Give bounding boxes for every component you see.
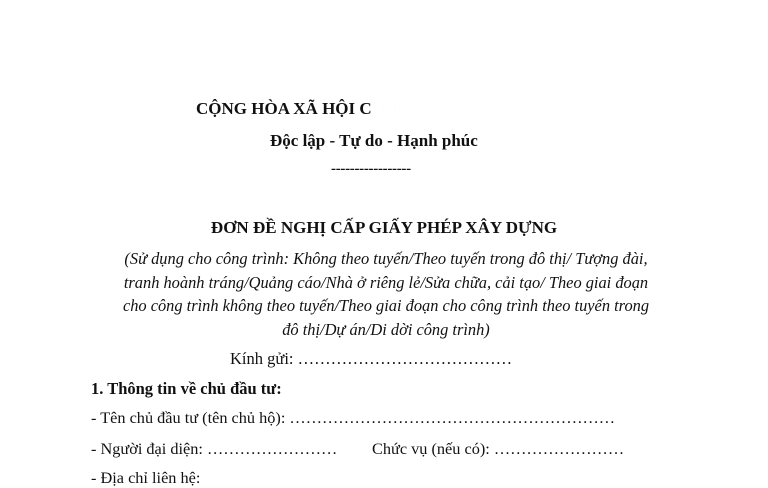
- national-motto: Độc lập - Tự do - Hạnh phúc: [270, 131, 478, 150]
- section-heading-owner-info: 1. Thông tin về chủ đầu tư:: [91, 379, 282, 398]
- blurred-region: [378, 94, 438, 122]
- note-line: đô thị/Dự án/Di dời công trình): [282, 320, 490, 340]
- note-line: cho công trình không theo tuyến/Theo giai đoạn cho công trình theo tuyến trong: [122, 296, 650, 316]
- address-field: - Địa chỉ liên hệ:: [91, 468, 201, 487]
- form-title: ĐƠN ĐỀ NGHỊ CẤP GIẤY PHÉP XÂY DỰNG: [210, 218, 558, 237]
- recipient-line: Kính gửi: …………………………………: [230, 349, 513, 368]
- note-line: (Sử dụng cho công trình: Không theo tuyến/Theo tuyến trong đô thị/ Tượng đài,: [124, 249, 648, 268]
- owner-name-field: - Tên chủ đầu tư (tên chủ hộ): ……………………………………………………: [91, 408, 616, 427]
- position-field: Chức vụ (nếu có): ……………………: [372, 439, 625, 458]
- header-divider: -----------------: [331, 161, 411, 177]
- representative-field: - Người đại diện: ……………………: [91, 439, 338, 458]
- national-title: CỘNG HÒA XÃ HỘI C: [196, 99, 372, 118]
- note-line: tranh hoành tráng/Quảng cáo/Nhà ở riêng lẻ/Sửa chữa, cải tạo/ Theo giai đoạn: [123, 272, 649, 292]
- form-usage-note: [86, 247, 686, 342]
